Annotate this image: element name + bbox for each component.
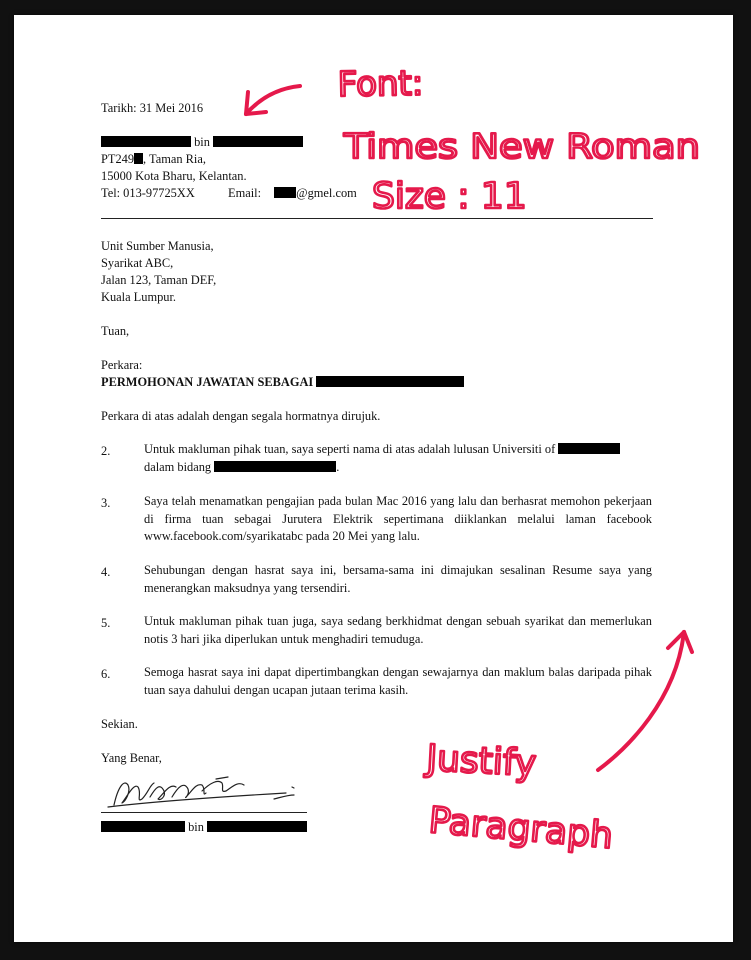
font-note-line-2: Times New Roman — [342, 127, 700, 167]
letter-page — [14, 15, 733, 942]
recipient-line-2: Syarikat ABC, — [101, 256, 174, 270]
sender-tel: Tel: 013-97725XX — [101, 186, 195, 200]
redaction-box — [101, 136, 191, 147]
justify-note-line-2: Paragraph — [427, 800, 615, 858]
redaction-box — [274, 187, 296, 198]
paragraph-number: 5. — [101, 616, 111, 630]
paragraph-2: Untuk makluman pihak tuan, saya seperti nama di atas adalah lulusan Universiti of dalam bidang . — [144, 441, 652, 476]
font-note-line-1: Font: — [337, 63, 424, 105]
paragraph-number: 6. — [101, 667, 111, 681]
paragraph-3: Saya telah menamatkan pengajian pada bulan Mac 2016 yang lalu dan berhasrat memohon pekerjaan di firma tuan sebagai Jurutera Elektrik sepertimana diiklankan melalui laman facebook www.facebook.com/syarikatabc pada 20 Mei yang lalu. — [144, 494, 652, 543]
signoff: Yang Benar, — [101, 751, 162, 765]
font-note-line-3: Size : 11 — [372, 176, 527, 217]
sender-address-line2: 15000 Kota Bharu, Kelantan. — [101, 169, 247, 183]
signature — [98, 757, 318, 817]
letter-date: Tarikh: 31 Mei 2016 — [101, 101, 204, 115]
closing: Sekian. — [101, 717, 138, 731]
paragraph-6: Semoga hasrat saya ini dapat dipertimbangkan dengan sewajarnya dan maklum balas daripada pihak tuan saya dahului dengan ucapan jutaan terima kasih. — [144, 665, 652, 697]
salutation: Tuan, — [101, 324, 130, 338]
redaction-box — [558, 443, 620, 454]
recipient-line-4: Kuala Lumpur. — [101, 290, 177, 304]
subject-label: Perkara: — [101, 358, 143, 372]
redaction-box — [207, 821, 307, 832]
paragraph-5: Untuk makluman pihak tuan juga, saya sedang berkhidmat dengan sebuah syarikat dan memerlukan notis 3 hari jika diperlukan untuk menghadiri temuduga. — [144, 614, 652, 646]
sender-name-bin: bin — [194, 135, 210, 149]
paragraph-number: 4. — [101, 565, 111, 579]
redaction-box — [316, 376, 464, 387]
header-divider — [101, 218, 653, 219]
recipient-line-1: Unit Sumber Manusia, — [101, 239, 214, 253]
paragraph-number: 2. — [101, 444, 111, 458]
redaction-box — [214, 461, 336, 472]
redaction-box — [134, 153, 143, 164]
redaction-box — [101, 821, 185, 832]
sender-email: Email: @gmel.com — [228, 186, 357, 200]
signature-line — [101, 812, 307, 813]
subject-line: PERMOHONAN JAWATAN SEBAGAI — [101, 376, 464, 388]
paragraph-4: Sehubungan dengan hasrat saya ini, bersama-sama ini dimajukan sesalinan Resume saya yang menerangkan maksudnya yang tersendiri. — [144, 563, 652, 595]
paragraph-number: 3. — [101, 496, 111, 510]
intro-text: Perkara di atas adalah dengan segala hormatnya dirujuk. — [101, 409, 381, 423]
justify-note-line-1: Justify — [425, 738, 538, 785]
sender-address-line1: PT249 , Taman Ria, — [101, 152, 206, 166]
redaction-box — [213, 136, 303, 147]
signer-name: bin — [101, 821, 307, 833]
sender-name — [101, 136, 303, 148]
recipient-line-3: Jalan 123, Taman DEF, — [101, 273, 217, 287]
